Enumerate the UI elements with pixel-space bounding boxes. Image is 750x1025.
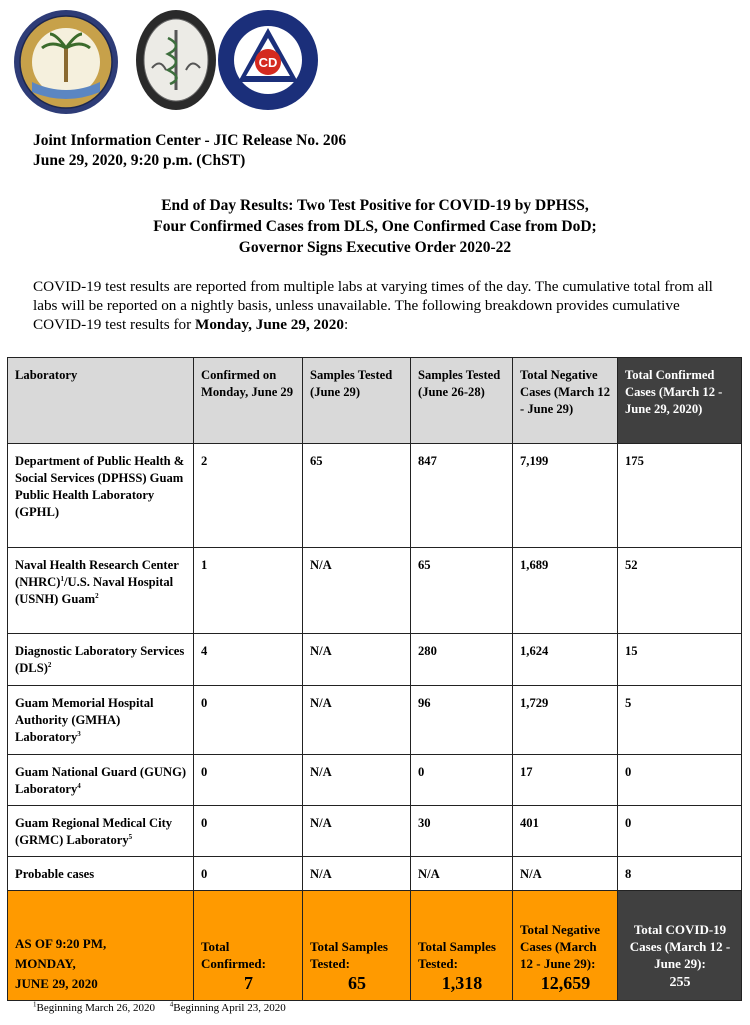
samples-day-cell: N/A: [303, 755, 411, 806]
samples-range-cell: 280: [411, 634, 513, 686]
intro-end: :: [343, 316, 349, 333]
footnote-1: $^1$Beginning March 26, 2020: [33, 1000, 156, 1014]
total-samples-value: 1,318: [441, 973, 483, 993]
samples-day-cell: N/A: [303, 806, 411, 857]
footnote-mark: 2: [95, 591, 99, 600]
svg-text:CD: CD: [258, 55, 278, 70]
headline-line-1: End of Day Results: Two Test Positive for COVID-19 by DPHSS,: [161, 197, 589, 214]
table-row: [8, 857, 742, 891]
release-date: June 29, 2020, 9:20 p.m. (ChST): [33, 152, 246, 169]
release-number: Joint Information Center - JIC Release No. 206: [33, 132, 347, 149]
footnote-mark: 1: [60, 574, 64, 583]
negative-cell: 1,729: [513, 686, 618, 755]
confirmed-cell: 1: [194, 548, 303, 634]
total-cell: 5: [618, 686, 742, 755]
samples-range-cell: 65: [411, 548, 513, 634]
header-samples-day: Samples Tested (June 29): [303, 358, 411, 444]
samples-day-cell: N/A: [303, 686, 411, 755]
footnote-mark: 4: [77, 781, 81, 790]
total-covid-value: 255: [669, 975, 691, 990]
table-row: [8, 806, 742, 857]
governors-seal-icon: [12, 8, 120, 116]
samples-day-cell: N/A: [303, 634, 411, 686]
confirmed-cell: 0: [194, 686, 303, 755]
total-negative-cell: Total Negative Cases (March 12 - June 29): 12,659: [513, 891, 618, 1001]
samples-day-cell: 65: [303, 444, 411, 548]
table-header-row: [8, 358, 742, 444]
header-laboratory: Laboratory: [8, 358, 194, 444]
samples-range-cell: N/A: [411, 857, 513, 891]
total-cell: 15: [618, 634, 742, 686]
negative-cell: 1,624: [513, 634, 618, 686]
headline-line-3: Governor Signs Executive Order 2020-22: [238, 239, 512, 256]
total-cell: 0: [618, 806, 742, 857]
negative-cell: 7,199: [513, 444, 618, 548]
footnote-mark: 3: [77, 729, 81, 738]
total-negative-value: 12,659: [540, 973, 591, 993]
total-covid-cell: Total COVID-19 Cases (March 12 - June 29): 255: [618, 891, 742, 1001]
header-confirmed: Confirmed on Monday, June 29: [194, 358, 303, 444]
public-health-seal-icon: [134, 8, 218, 112]
table-row: [8, 548, 742, 634]
table-row: [8, 634, 742, 686]
total-cell: 0: [618, 755, 742, 806]
confirmed-cell: 0: [194, 806, 303, 857]
lab-name: Guam Memorial Hospital Authority (GMHA) Laboratory$^3$: [8, 686, 194, 755]
confirmed-cell: 0: [194, 857, 303, 891]
table-row: [8, 686, 742, 755]
release-info: [33, 131, 346, 171]
footnotes: [33, 1001, 298, 1015]
headline-line-2: Four Confirmed Cases from DLS, One Confirmed Case from DoD;: [153, 218, 597, 235]
lab-name: Probable cases: [8, 857, 194, 891]
totals-row: [8, 891, 742, 1001]
negative-cell: N/A: [513, 857, 618, 891]
footnote-mark: 5: [128, 832, 133, 841]
total-samples-cell: Total Samples Tested: 1,318: [411, 891, 513, 1001]
negative-cell: 1,689: [513, 548, 618, 634]
header-total-confirmed: Total Confirmed Cases (March 12 - June 29, 2020): [618, 358, 742, 444]
total-confirmed-cell: Total Confirmed: 7: [194, 891, 303, 1001]
samples-range-cell: 0: [411, 755, 513, 806]
homeland-security-seal-icon: [216, 8, 320, 112]
negative-cell: 401: [513, 806, 618, 857]
total-samples-day-cell: Total Samples Tested: 65: [303, 891, 411, 1001]
confirmed-cell: 2: [194, 444, 303, 548]
footnote-4: $^4$Beginning April 23, 2020: [169, 1000, 286, 1014]
footnote-mark: 2: [47, 660, 52, 669]
intro-paragraph: [33, 277, 733, 334]
intro-date: Monday, June 29, 2020: [194, 316, 344, 333]
total-confirmed-value: 7: [244, 973, 253, 993]
lab-name: Guam National Guard (GUNG) Laboratory$^4$: [8, 755, 194, 806]
total-samples-day-value: 65: [348, 973, 366, 993]
intro-text: COVID-19 test results are reported from multiple labs at varying times of the day. The cumulative total from all labs will be reported on a nightly basis, unless unavailable. The following breakdown provides cumulative COVID-19 test results for: [33, 278, 713, 333]
samples-range-cell: 847: [411, 444, 513, 548]
samples-range-cell: 96: [411, 686, 513, 755]
total-cell: 52: [618, 548, 742, 634]
total-cell: 175: [618, 444, 742, 548]
negative-cell: 17: [513, 755, 618, 806]
table-row: [8, 755, 742, 806]
table-row: [8, 444, 742, 548]
samples-range-cell: 30: [411, 806, 513, 857]
confirmed-cell: 4: [194, 634, 303, 686]
lab-name: Naval Health Research Center (NHRC)$^1$/U.S. Naval Hospital (USNH) Guam$^2$: [8, 548, 194, 634]
samples-day-cell: N/A: [303, 857, 411, 891]
header-samples-range: Samples Tested (June 26-28): [411, 358, 513, 444]
results-table: [7, 357, 742, 1001]
lab-name: Guam Regional Medical City (GRMC) Laboratory$^5$: [8, 806, 194, 857]
total-cell: 8: [618, 857, 742, 891]
as-of-cell: AS OF 9:20 PM, MONDAY, JUNE 29, 2020: [8, 891, 194, 1001]
confirmed-cell: 0: [194, 755, 303, 806]
header-negative: Total Negative Cases (March 12 - June 29): [513, 358, 618, 444]
headline: [0, 195, 750, 258]
lab-name: Department of Public Health & Social Services (DPHSS) Guam Public Health Laboratory (GPHL): [8, 444, 194, 548]
lab-name: Diagnostic Laboratory Services (DLS)$^2$: [8, 634, 194, 686]
samples-day-cell: N/A: [303, 548, 411, 634]
